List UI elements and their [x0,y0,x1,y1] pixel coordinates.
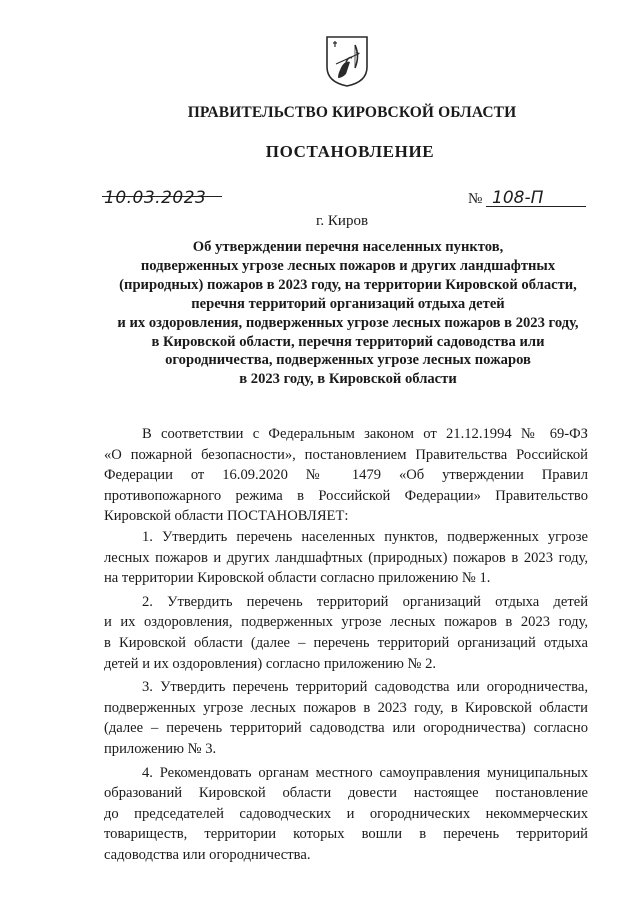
document-title [88,238,608,389]
number-label: № [468,191,483,207]
title-line: подверженных угрозе лесных пожаров и других ландшафтных [140,257,556,274]
title-line: Об утверждении перечня населенных пунктов, [192,239,504,255]
item-3-paragraph [104,677,588,759]
kirov-region-coat-of-arms-icon [324,34,370,88]
body-line: Кировской области ПОСТАНОВЛЯЕТ: [104,508,349,525]
body-line: лесных пожаров и других ландшафтных (природных) пожаров в 2023 году, [104,549,588,566]
title-line: огородничества, подверженных угрозе лесных пожаров [165,352,531,369]
item-4-paragraph [104,763,588,866]
body-line: в Кировской области (далее – перечень территорий организаций отдыха [104,634,588,651]
body-line: (далее – перечень территорий садоводства или огородничества) согласно [104,720,588,737]
body-line: «О пожарной безопасности», постановлением Правительства Российской [104,446,588,463]
title-line: перечня территорий организаций отдыха детей [191,295,505,312]
body-line: 4. Рекомендовать органам местного самоуправления муниципальных [142,764,588,781]
body-line: В соответствии с Федеральным законом от 21.12.1994 № 69-ФЗ [142,426,588,442]
document-number: 108-П [492,188,544,208]
body-line: противопожарного режима в Российской Федерации» Правительство [104,487,588,504]
body-line: садоводства или огородничества. [104,846,311,863]
title-line: в Кировской области, перечня территорий садоводства или [151,333,545,350]
body-line: приложению № 3. [104,740,217,757]
body-line: подверженных угрозе лесных пожаров в 2023 году, в Кировской области [104,699,588,716]
body-line: товариществ, территории которых вошли в перечень территорий [104,826,588,843]
preamble-paragraph [104,424,588,527]
city: г. Киров [315,213,369,229]
body-line: 1. Утвердить перечень населенных пунктов, подверженных угрозе [142,528,588,545]
item-1-paragraph [104,527,588,589]
body-line: на территории Кировской области согласно приложению № 1. [104,570,491,587]
body-line: и их оздоровления, подверженных угрозе лесных пожаров в 2023 году, [104,614,588,631]
title-line: и их оздоровления, подверженных угрозе лесных пожаров в 2023 году, [117,314,579,331]
document-type: ПОСТАНОВЛЕНИЕ [265,142,435,161]
item-2-paragraph [104,592,588,674]
title-line: (природных) пожаров в 2023 году, на территории Кировской области, [119,276,577,293]
body-line: образований Кировской области довести настоящее постановление [104,785,588,802]
body-line: 3. Утвердить перечень территорий садоводства или огородничества, [142,679,588,696]
body-line: до председателей садоводческих и огороднических некоммерческих [104,805,588,822]
document-body [104,424,588,865]
organization-name: ПРАВИТЕЛЬСТВО КИРОВСКОЙ ОБЛАСТИ [187,104,517,121]
body-line: 2. Утвердить перечень территорий организаций отдыха детей [142,593,588,610]
body-line: Федерации от 16.09.2020 № 1479 «Об утверждении Правил [104,467,588,484]
title-line: в 2023 году, в Кировской области [239,371,457,388]
body-line: детей и их оздоровления) согласно приложению № 2. [104,655,437,672]
document-date: 10.03.2023 [104,188,207,208]
